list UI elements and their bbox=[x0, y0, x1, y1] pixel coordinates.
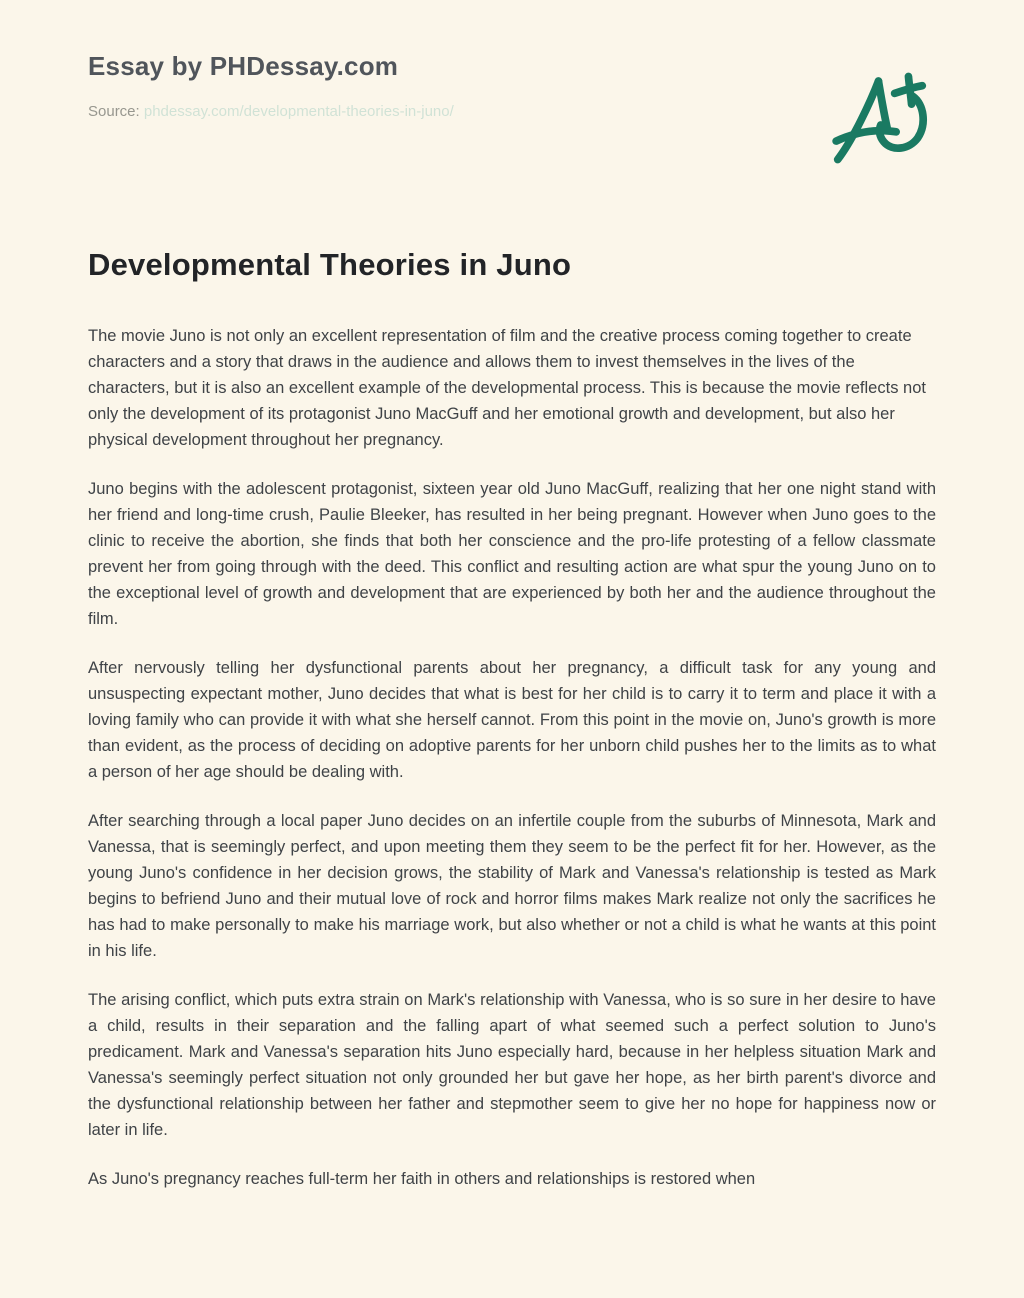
essay-paragraph: After searching through a local paper Juno decides on an infertile couple from the suburbs of Minnesota, Mark and Vanessa, that is seemingly perfect, and upon meeting them they seem to be the perfect fit for her. However, as the young Juno's confidence in her decision grows, the stability of Mark and Vanessa's relationship is tested as Mark begins to befriend Juno and their mutual love of rock and horror films makes Mark realize not only the sacrifices he has had to make personally to make his marriage work, but also whether or not a child is what he wants at this point in his life. bbox=[88, 811, 936, 960]
phdessay-logo bbox=[830, 70, 930, 171]
page-title: Developmental Theories in Juno bbox=[88, 247, 572, 282]
essay-paragraph: The arising conflict, which puts extra strain on Mark's relationship with Vanessa, who is so sure in her desire to have a child, results in their separation and the falling apart of what seemed such a perfect solution to Juno's predicament. Mark and Vanessa's separation hits Juno especially hard, because in her helpless situation Mark and Vanessa's seemingly perfect situation not only grounded her but gave her hope, as her birth parent's divorce and the dysfunctional relationship between her father and stepmother seem to give her no hope for happiness now or later in life. bbox=[88, 990, 936, 1139]
header-text-block bbox=[88, 52, 454, 120]
essay-body bbox=[88, 323, 936, 1192]
source-link[interactable]: phdessay.com/developmental-theories-in-juno/ bbox=[143, 102, 454, 120]
site-label: Essay by PHDessay.com bbox=[88, 51, 399, 81]
essay-paragraph: As Juno's pregnancy reaches full-term her faith in others and relationships is restored when bbox=[88, 1169, 756, 1188]
essay-paragraph: Juno begins with the adolescent protagonist, sixteen year old Juno MacGuff, realizing that her one night stand with her friend and long-time crush, Paulie Bleeker, has resulted in her being pregnant. However when Juno goes to the clinic to receive the abortion, she finds that both her conscience and the pro-life protesting of a fellow classmate prevent her from going through with the deed. This conflict and resulting action are what spur the young Juno on to the exceptional level of growth and development that are experienced by both her and the audience throughout the film. bbox=[88, 479, 936, 628]
essay-paragraph: After nervously telling her dysfunctional parents about her pregnancy, a difficult task for any young and unsuspecting expectant mother, Juno decides that what is best for her child is to carry it to term and place it with a loving family who can provide it with what she herself cannot. From this point in the movie on, Juno's growth is more than evident, as the process of deciding on adoptive parents for her unborn child pushes her to the limits as to what a person of her age should be dealing with. bbox=[88, 658, 936, 781]
a-plus-logo-icon bbox=[830, 70, 930, 166]
essay-paragraph: The movie Juno is not only an excellent representation of film and the creative process coming together to create characters and a story that draws in the audience and allows them to invest themselves in the lives of the characters, but it is also an excellent example of the developmental process. This is because the movie reflects not only the development of its protagonist Juno MacGuff and her emotional growth and development, but also her physical development throughout her pregnancy. bbox=[88, 326, 926, 449]
source-line bbox=[88, 103, 454, 120]
page-header bbox=[88, 52, 936, 171]
source-label: Source: bbox=[88, 102, 140, 120]
